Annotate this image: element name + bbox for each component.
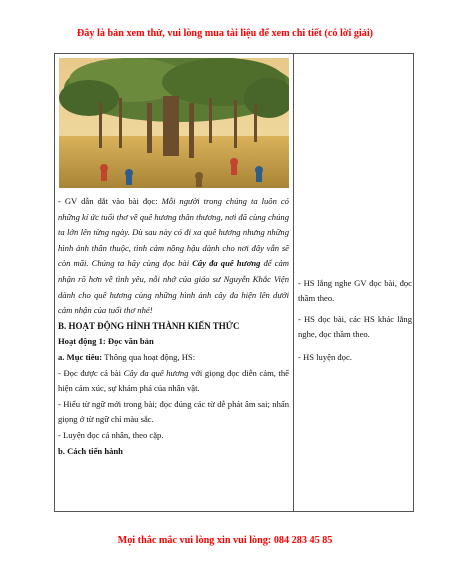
objective-line: a. Mục tiêu: Thông qua hoạt động, HS:: [58, 351, 196, 362]
header-notice: Đây là bản xem thử, vui lòng mua tài liệu để xem chi tiết (có lời giải): [76, 28, 374, 39]
banyan-tree-illustration: [59, 58, 289, 188]
teacher-intro: - GV dẫn dắt vào bài đọc: Mỗi người trong chúng ta luôn có những kí ức tuổi thơ về quê hương thân thương, nơi đã cùng chúng ta lớn lên từng ngày. Dù sau này có đi xa quê hương nhưng những hình ảnh thân thuộc, tình cảm nồng hậu dành cho nơi đây vẫn sẽ còn mãi. Chúng ta hãy cùng đọc bài Cây đa quê hương để cảm nhận rõ hơn về tình yêu, nỗi nhớ của giáo sư Nguyễn Khắc Viện dành cho quê hương cùng những hình ảnh cây đa hiện lên dưới cảm nhận của tuổi thơ nhé!: [58, 196, 289, 316]
activity-title: Hoạt động 1: Đọc văn bản: [58, 336, 154, 347]
objective-bullet-1: - Đọc được cả bài Cây đa quê hương với giọng đọc diễn cảm, thể hiện cảm xúc, sự khám phá của nhân vật.: [58, 367, 289, 394]
left-column-text: [58, 194, 289, 459]
student-activity-3: - HS luyện đọc.: [298, 352, 352, 362]
objective-bullet-3: - Luyện đọc cá nhân, theo cặp.: [58, 429, 164, 440]
student-activity-2: - HS đọc bài, các HS khác lắng nghe, đọc thầm theo.: [298, 314, 412, 339]
column-divider: [293, 54, 294, 511]
student-activity-1: - HS lắng nghe GV đọc bài, đọc thầm theo.: [298, 278, 412, 303]
right-column-text: [298, 276, 412, 371]
lesson-table: [54, 53, 414, 512]
section-heading: B. HOẠT ĐỘNG HÌNH THÀNH KIẾN THỨC: [58, 320, 240, 331]
method-heading: b. Cách tiến hành: [58, 445, 123, 456]
objective-bullet-2: - Hiểu từ ngữ mới trong bài; đọc đúng các từ dễ phát âm sai; nhấn giọng ở từ ngữ chỉ màu sắc.: [58, 398, 289, 425]
footer-notice: Mọi thắc mắc vui lòng xin vui lòng: 084 283 45 85: [117, 535, 333, 546]
